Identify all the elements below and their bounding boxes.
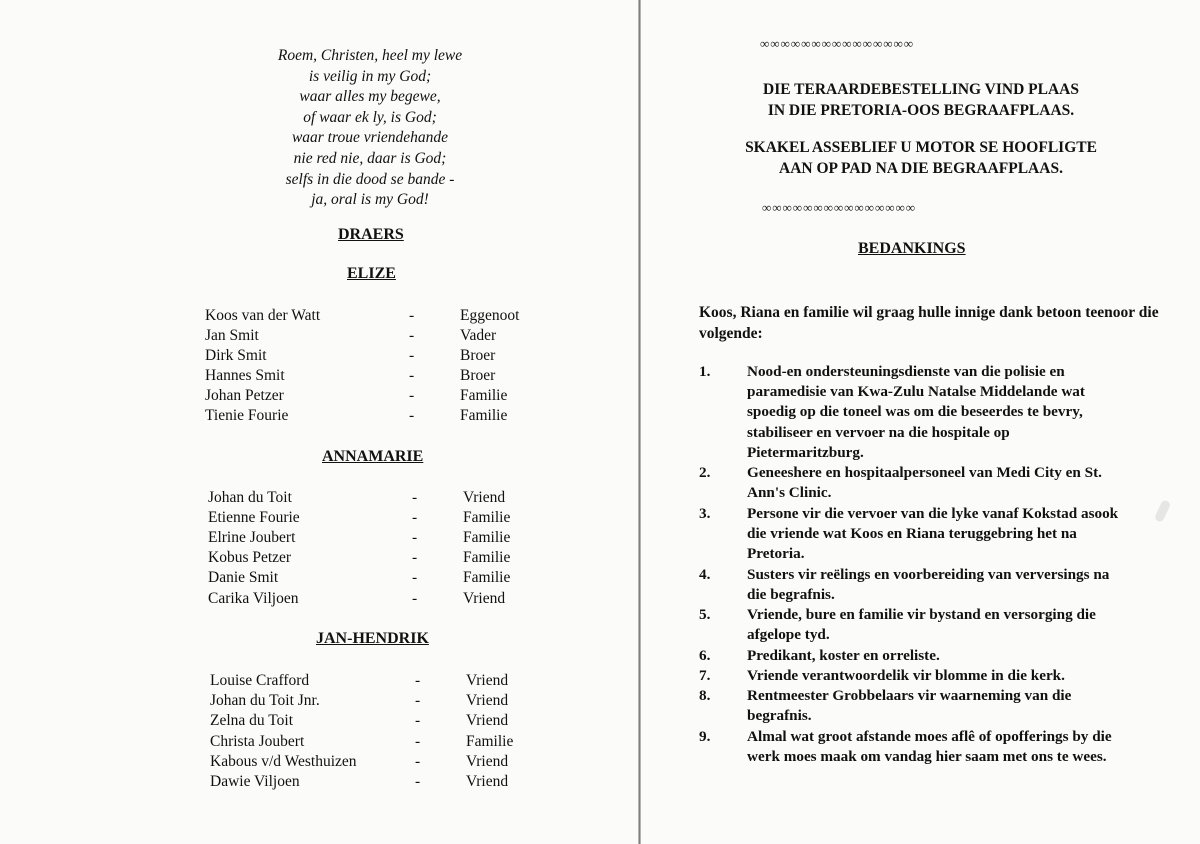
- bearer-relation: Familie: [463, 509, 511, 526]
- notice-line: SKAKEL ASSEBLIEF U MOTOR SE HOOFLIGTE: [745, 139, 1097, 156]
- bearer-relation: Familie: [460, 387, 508, 404]
- bearer-name: Johan du Toit Jnr.: [210, 692, 320, 709]
- bearer-name: Kabous v/d Westhuizen: [210, 753, 357, 770]
- separator-dash: -: [412, 590, 418, 607]
- poem-line: is veilig in my God;: [308, 67, 432, 85]
- bearer-relation: Vriend: [466, 672, 509, 689]
- bearer-name: Tienie Fourie: [205, 407, 289, 424]
- bearer-relation: Vriend: [466, 692, 509, 709]
- separator-dash: -: [409, 367, 415, 384]
- poem-line: nie red nie, daar is God;: [293, 149, 447, 167]
- notice-line: DIE TERAARDEBESTELLING VIND PLAAS: [763, 81, 1079, 98]
- bearer-relation: Familie: [463, 569, 511, 586]
- headlights-notice: [642, 138, 1200, 179]
- bearer-name: Johan du Toit: [208, 489, 292, 506]
- bearer-relation: Broer: [460, 367, 496, 384]
- bearer-name: Dirk Smit: [205, 347, 267, 364]
- separator-dash: -: [409, 307, 415, 324]
- item-number: 3.: [699, 505, 711, 522]
- bearer-name: Johan Petzer: [205, 387, 284, 404]
- item-text: Predikant, koster en orreliste.: [747, 647, 940, 664]
- item-text: Persone vir die vervoer van die lyke vanaf Kokstad asook die vriende wat Koos en Riana teruggebring het na Pretoria.: [747, 505, 1119, 563]
- item-number: 2.: [699, 464, 711, 481]
- poem-line: of waar ek ly, is God;: [303, 108, 437, 126]
- separator-dash: -: [415, 712, 421, 729]
- separator-dash: -: [409, 387, 415, 404]
- poem: [0, 46, 740, 211]
- bearer-name: Hannes Smit: [205, 367, 285, 384]
- item-text: Vriende, bure en familie vir bystand en versorging die afgelope tyd.: [747, 606, 1096, 644]
- separator-dash: -: [412, 569, 418, 586]
- poem-line: waar troue vriendehande: [291, 129, 449, 147]
- item-number: 6.: [699, 647, 711, 664]
- poem-line: ja, oral is my God!: [311, 191, 429, 209]
- bearer-name: Zelna du Toit: [210, 712, 294, 729]
- item-text: Susters vir reëlings en voorbereiding van verversings na die begrafnis.: [747, 566, 1110, 604]
- item-number: 9.: [699, 728, 711, 745]
- draers-heading: DRAERS: [338, 226, 404, 243]
- bearer-relation: Vriend: [463, 590, 506, 607]
- ornament-divider: ∞∞∞∞∞∞∞∞∞∞∞∞∞∞∞: [760, 36, 915, 51]
- separator-dash: -: [409, 347, 415, 364]
- right-page: [642, 0, 1200, 844]
- separator-dash: -: [415, 753, 421, 770]
- group-heading-annamarie: ANNAMARIE: [322, 448, 424, 465]
- separator-dash: -: [415, 773, 421, 790]
- bearer-name: Dawie Viljoen: [210, 773, 300, 790]
- thanks-intro: Koos, Riana en familie wil graag hulle innige dank betoon teenoor die volgende:: [699, 304, 1159, 342]
- separator-dash: -: [409, 407, 415, 424]
- separator-dash: -: [415, 692, 421, 709]
- item-text: Rentmeester Grobbelaars vir waarneming van die begrafnis.: [747, 687, 1072, 725]
- bearer-name: Louise Crafford: [210, 672, 310, 689]
- bearer-relation: Familie: [466, 733, 514, 750]
- poem-line: Roem, Christen, heel my lewe: [277, 47, 463, 64]
- bearer-name: Jan Smit: [205, 327, 259, 344]
- bearer-relation: Vriend: [466, 753, 509, 770]
- bearer-relation: Familie: [463, 529, 511, 546]
- group-heading-elize: ELIZE: [347, 265, 396, 282]
- bearer-relation: Familie: [463, 549, 511, 566]
- bedankings-heading: BEDANKINGS: [858, 240, 966, 257]
- bearer-name: Etienne Fourie: [208, 509, 300, 526]
- bearer-relation: Vader: [460, 327, 497, 344]
- item-text: Vriende verantwoordelik vir blomme in die kerk.: [747, 667, 1065, 684]
- group-heading-jan-hendrik: JAN-HENDRIK: [316, 630, 429, 647]
- bearer-relation: Broer: [460, 347, 496, 364]
- item-number: 5.: [699, 606, 711, 623]
- bearer-relation: Eggenoot: [460, 307, 520, 324]
- item-number: 4.: [699, 566, 711, 583]
- item-number: 8.: [699, 687, 711, 704]
- poem-line: waar alles my begewe,: [299, 88, 441, 106]
- item-text: Almal wat groot afstande moes aflê of opofferings by die werk moes maak om vandag hier saam met ons te wees.: [747, 728, 1112, 766]
- separator-dash: -: [412, 529, 418, 546]
- notice-line: IN DIE PRETORIA-OOS BEGRAAFPLAAS.: [767, 101, 1075, 119]
- poem-line: selfs in die dood se bande -: [285, 170, 455, 188]
- separator-dash: -: [415, 672, 421, 689]
- bearer-name: Koos van der Watt: [205, 307, 321, 324]
- item-number: 7.: [699, 667, 711, 684]
- bearer-name: Danie Smit: [208, 569, 279, 586]
- separator-dash: -: [412, 489, 418, 506]
- separator-dash: -: [412, 549, 418, 566]
- item-text: Nood-en ondersteuningsdienste van die polisie en paramedisie van Kwa-Zulu Natalse Middelande wat spoedig op die toneel was om die beseerdes te bevry, stabiliseer en vervoer na die hospitale op Pietermaritzburg.: [747, 363, 1085, 461]
- bearer-relation: Familie: [460, 407, 508, 424]
- ornament-divider: ∞∞∞∞∞∞∞∞∞∞∞∞∞∞∞: [762, 200, 917, 215]
- burial-notice: [642, 80, 1200, 121]
- bearer-name: Christa Joubert: [210, 733, 305, 750]
- bearer-relation: Vriend: [466, 712, 509, 729]
- item-number: 1.: [699, 363, 711, 380]
- item-text: Geneeshere en hospitaalpersoneel van Medi City en St. Ann's Clinic.: [747, 464, 1102, 502]
- bearer-name: Elrine Joubert: [208, 529, 296, 546]
- separator-dash: -: [409, 327, 415, 344]
- bearer-name: Kobus Petzer: [208, 549, 292, 566]
- separator-dash: -: [415, 733, 421, 750]
- separator-dash: -: [412, 509, 418, 526]
- bearer-relation: Vriend: [463, 489, 506, 506]
- bearer-name: Carika Viljoen: [208, 590, 299, 607]
- notice-line: AAN OP PAD NA DIE BEGRAAFPLAAS.: [779, 159, 1063, 177]
- bearer-relation: Vriend: [466, 773, 509, 790]
